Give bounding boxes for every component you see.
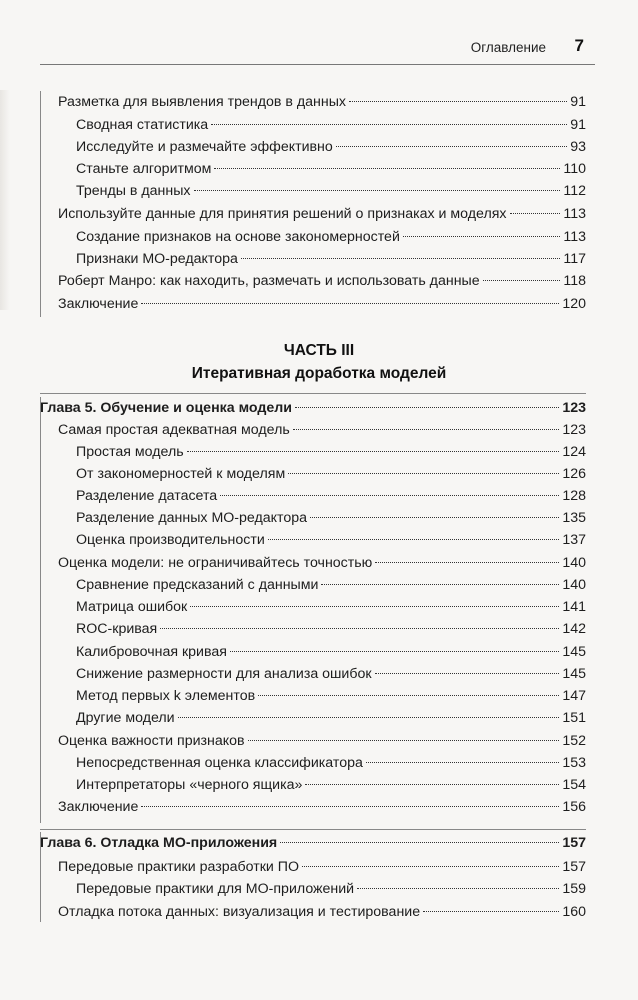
toc-entry[interactable]: Матрица ошибок 141 <box>76 596 586 618</box>
page-ref: 154 <box>562 777 586 793</box>
leader-dots <box>211 124 567 125</box>
leader-dots <box>336 146 567 147</box>
chapter-frame-left <box>40 832 41 922</box>
page-ref: 110 <box>563 161 586 177</box>
leader-dots <box>160 628 559 629</box>
page-edge-shadow <box>0 90 10 310</box>
toc-entry[interactable]: Оценка важности признаков 152 <box>58 730 586 752</box>
toc-entry[interactable]: Станьте алгоритмом 110 <box>76 158 586 180</box>
toc-chapter-entry[interactable]: Глава 5. Обучение и оценка модели 123 <box>40 397 586 419</box>
leader-dots <box>141 806 559 807</box>
leader-dots <box>293 429 560 430</box>
leader-dots <box>214 168 560 169</box>
page-ref: 140 <box>562 577 586 593</box>
leader-dots <box>190 606 559 607</box>
toc-entry[interactable]: ROC-кривая 142 <box>76 618 586 640</box>
running-header <box>0 0 638 70</box>
page-ref: 112 <box>563 183 586 199</box>
page-ref: 157 <box>562 835 586 851</box>
toc-entry[interactable]: Метод первых k элементов 147 <box>76 685 586 707</box>
leader-dots <box>321 584 559 585</box>
page-ref: 93 <box>570 139 586 155</box>
page-ref: 120 <box>562 296 586 312</box>
toc-entry[interactable]: Передовые практики для МО-приложений 159 <box>76 878 586 900</box>
page-ref: 137 <box>562 532 586 548</box>
toc-entry[interactable]: Оценка модели: не ограничивайтесь точностью 140 <box>58 552 586 574</box>
leader-dots <box>366 762 559 763</box>
leader-dots <box>375 562 559 563</box>
leader-dots <box>357 888 559 889</box>
page-ref: 152 <box>562 733 586 749</box>
page-ref: 123 <box>562 400 586 416</box>
chapter-frame-left <box>40 397 41 823</box>
leader-dots <box>423 911 559 912</box>
page-ref: 145 <box>562 644 586 660</box>
page-ref: 141 <box>562 599 586 615</box>
leader-dots <box>268 539 560 540</box>
toc-entry[interactable]: Сводная статистика 91 <box>76 114 586 136</box>
toc-entry[interactable]: Разметка для выявления трендов в данных 91 <box>58 91 586 113</box>
toc-chapter-entry[interactable]: Глава 6. Отладка МО-приложения 157 <box>40 832 586 854</box>
header-section-title: Оглавление <box>470 40 546 55</box>
leader-dots <box>248 740 560 741</box>
page-ref: 126 <box>562 466 586 482</box>
chapter-rule <box>40 393 586 394</box>
leader-dots <box>258 695 559 696</box>
page-ref: 147 <box>562 688 586 704</box>
page-ref: 160 <box>562 904 586 920</box>
leader-dots <box>403 236 561 237</box>
chapter-frame-left <box>40 91 41 317</box>
toc-entry[interactable]: Простая модель 124 <box>76 441 586 463</box>
toc-entry[interactable]: Разделение данных МО-редактора 135 <box>76 507 586 529</box>
page-ref: 151 <box>562 710 586 726</box>
header-rule <box>40 64 595 65</box>
page-ref: 113 <box>563 229 586 245</box>
leader-dots <box>178 717 560 718</box>
toc-entry[interactable]: Заключение 120 <box>58 293 586 315</box>
page-ref: 117 <box>563 251 586 267</box>
page-ref: 156 <box>562 799 586 815</box>
toc-entry[interactable]: Передовые практики разработки ПО 157 <box>58 856 586 878</box>
leader-dots <box>295 407 559 408</box>
toc-entry[interactable]: Используйте данные для принятия решений о признаках и моделях 113 <box>58 203 586 225</box>
leader-dots <box>483 280 561 281</box>
toc-entry[interactable]: Сравнение предсказаний с данными 140 <box>76 574 586 596</box>
leader-dots <box>302 866 559 867</box>
page-ref: 91 <box>570 117 586 133</box>
leader-dots <box>280 842 559 843</box>
page-ref: 159 <box>562 881 586 897</box>
toc-entry[interactable]: Калибровочная кривая 145 <box>76 641 586 663</box>
page-ref: 128 <box>562 488 586 504</box>
leader-dots <box>220 495 559 496</box>
chapter-rule <box>40 829 586 830</box>
page-ref: 153 <box>562 755 586 771</box>
leader-dots <box>141 303 559 304</box>
leader-dots <box>187 451 560 452</box>
toc-entry[interactable]: Признаки МО-редактора 117 <box>76 248 586 270</box>
leader-dots <box>241 258 560 259</box>
page-ref: 124 <box>562 444 586 460</box>
toc-entry[interactable]: Непосредственная оценка классификатора 153 <box>76 752 586 774</box>
page-ref: 142 <box>562 621 586 637</box>
toc-entry[interactable]: Интерпретаторы «черного ящика» 154 <box>76 774 586 796</box>
leader-dots <box>375 673 560 674</box>
part-title: Итеративная доработка моделей <box>191 365 447 382</box>
leader-dots <box>230 651 559 652</box>
toc-entry[interactable]: От закономерностей к моделям 126 <box>76 463 586 485</box>
leader-dots <box>510 213 561 214</box>
toc-entry[interactable]: Отладка потока данных: визуализация и тестирование 160 <box>58 901 586 923</box>
toc-entry[interactable]: Оценка производительности 137 <box>76 529 586 551</box>
leader-dots <box>310 517 559 518</box>
leader-dots <box>349 101 567 102</box>
toc-entry[interactable]: Другие модели 151 <box>76 707 586 729</box>
page-ref: 140 <box>562 555 586 571</box>
leader-dots <box>305 784 559 785</box>
page-ref: 91 <box>570 94 586 110</box>
page-ref: 145 <box>562 666 586 682</box>
part-label: ЧАСТЬ III <box>283 342 355 359</box>
toc-entry[interactable]: Разделение датасета 128 <box>76 485 586 507</box>
toc-entry[interactable]: Создание признаков на основе закономерностей 113 <box>76 226 586 248</box>
page-ref: 123 <box>562 422 586 438</box>
page-ref: 157 <box>562 859 586 875</box>
leader-dots <box>194 190 561 191</box>
page-ref: 118 <box>563 273 586 289</box>
toc-entry[interactable]: Тренды в данных 112 <box>76 180 586 202</box>
page-ref: 135 <box>562 510 586 526</box>
leader-dots <box>288 473 559 474</box>
toc-entry[interactable]: Снижение размерности для анализа ошибок 145 <box>76 663 586 685</box>
page-ref: 113 <box>563 206 586 222</box>
toc-entry[interactable]: Самая простая адекватная модель 123 <box>58 419 586 441</box>
toc-entry[interactable]: Роберт Манро: как находить, размечать и использовать данные 118 <box>58 270 586 292</box>
toc-entry[interactable]: Заключение 156 <box>58 796 586 818</box>
toc-entry[interactable]: Исследуйте и размечайте эффективно 93 <box>76 136 586 158</box>
page-number: 7 <box>574 36 584 55</box>
